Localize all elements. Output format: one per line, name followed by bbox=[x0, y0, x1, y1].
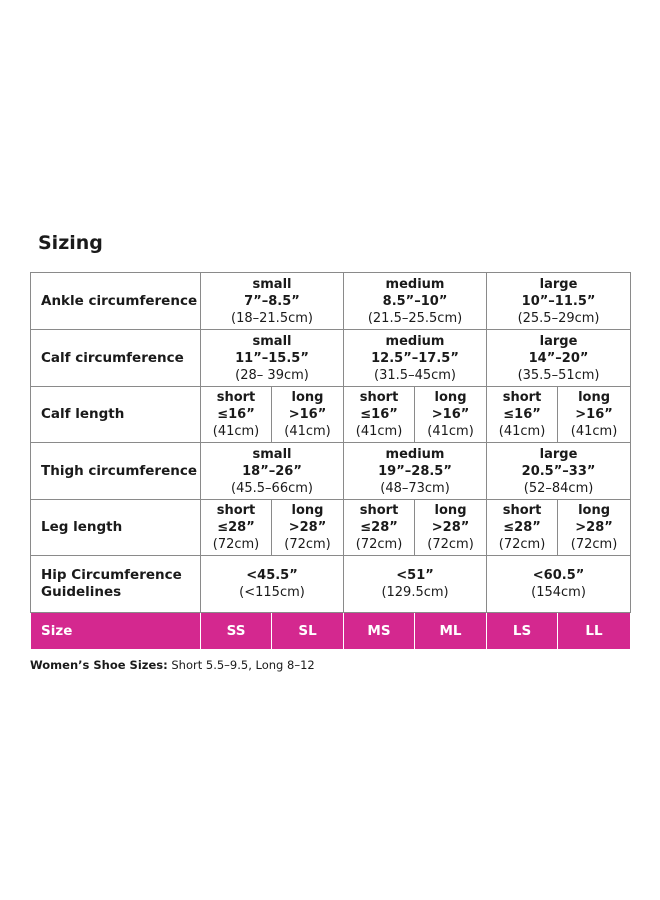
length-type: long bbox=[291, 390, 324, 405]
cm-value: (129.5cm) bbox=[381, 585, 449, 600]
cell-long bbox=[272, 387, 344, 443]
cell-long bbox=[558, 387, 631, 443]
cm-value: (72cm) bbox=[570, 537, 618, 552]
cell-large bbox=[487, 273, 631, 330]
cell-large bbox=[487, 443, 631, 500]
inches-value: ≤28” bbox=[217, 520, 255, 535]
cell-short bbox=[344, 500, 415, 556]
cell-short bbox=[344, 387, 415, 443]
inches-value: 11”–15.5” bbox=[235, 350, 309, 366]
size-label: medium bbox=[385, 446, 445, 462]
row-label-line: Hip Circumference bbox=[41, 567, 182, 583]
row-leg-length bbox=[31, 500, 631, 556]
cm-value: (41cm) bbox=[570, 424, 618, 439]
size-code: MS bbox=[344, 613, 415, 650]
inches-value: ≤28” bbox=[503, 520, 541, 535]
inches-value: ≤16” bbox=[503, 407, 541, 422]
inches-value: 20.5”–33” bbox=[521, 463, 596, 479]
length-type: short bbox=[359, 503, 399, 518]
inches-value: <51” bbox=[396, 568, 434, 583]
cell-long bbox=[272, 500, 344, 556]
cm-value: (35.5–51cm) bbox=[517, 367, 600, 383]
inches-value: ≤28” bbox=[360, 520, 398, 535]
length-type: short bbox=[502, 390, 542, 405]
inches-value: >16” bbox=[431, 407, 470, 422]
size-label: large bbox=[539, 333, 578, 349]
length-type: long bbox=[578, 503, 611, 518]
row-label: Leg length bbox=[31, 500, 201, 556]
cell-short bbox=[487, 500, 558, 556]
cm-value: (41cm) bbox=[212, 424, 260, 439]
cm-value: (45.5–66cm) bbox=[231, 480, 313, 496]
inches-value: ≤16” bbox=[360, 407, 398, 422]
cm-value: (72cm) bbox=[212, 537, 260, 552]
length-type: short bbox=[216, 503, 256, 518]
inches-value: >16” bbox=[575, 407, 613, 422]
sizing-table bbox=[30, 272, 631, 650]
row-thigh-circumference bbox=[31, 443, 631, 500]
length-type: long bbox=[434, 503, 467, 518]
inches-value: 7”–8.5” bbox=[244, 293, 300, 309]
size-label: large bbox=[539, 446, 578, 462]
row-label bbox=[31, 556, 201, 613]
row-calf-circumference bbox=[31, 330, 631, 387]
cell-small bbox=[201, 443, 344, 500]
cm-value: (21.5–25.5cm) bbox=[367, 310, 463, 326]
size-label: small bbox=[252, 276, 292, 292]
cell-short bbox=[487, 387, 558, 443]
size-code: LL bbox=[558, 613, 631, 650]
row-ankle-circumference bbox=[31, 273, 631, 330]
cm-value: (31.5–45cm) bbox=[374, 367, 456, 383]
cm-value: (41cm) bbox=[284, 424, 331, 439]
cm-value: (41cm) bbox=[355, 424, 403, 439]
inches-value: 19”–28.5” bbox=[378, 463, 452, 479]
row-hip-circumference bbox=[31, 556, 631, 613]
length-type: long bbox=[434, 390, 467, 405]
cell-short bbox=[201, 387, 272, 443]
cm-value: (25.5–29cm) bbox=[517, 310, 600, 326]
cm-value: (28– 39cm) bbox=[235, 367, 309, 383]
length-type: short bbox=[502, 503, 542, 518]
row-size bbox=[31, 613, 631, 650]
cm-value: (41cm) bbox=[427, 424, 474, 439]
size-label: medium bbox=[385, 276, 445, 292]
length-type: long bbox=[578, 390, 611, 405]
size-code: SS bbox=[201, 613, 272, 650]
inches-value: >28” bbox=[575, 520, 613, 535]
cell-long bbox=[415, 500, 487, 556]
inches-value: <45.5” bbox=[246, 568, 298, 583]
inches-value: >16” bbox=[288, 407, 327, 422]
cell-medium bbox=[344, 330, 487, 387]
footnote-text: Short 5.5–9.5, Long 8–12 bbox=[167, 658, 315, 672]
cm-value: (154cm) bbox=[531, 585, 586, 600]
size-label: large bbox=[539, 276, 578, 292]
inches-value: 18”–26” bbox=[242, 463, 302, 479]
cm-value: (<115cm) bbox=[239, 585, 305, 600]
inches-value: 14”–20” bbox=[528, 350, 589, 366]
inches-value: ≤16” bbox=[217, 407, 255, 422]
cell-small bbox=[201, 330, 344, 387]
row-label: Size bbox=[31, 613, 201, 650]
row-calf-length bbox=[31, 387, 631, 443]
cm-value: (18–21.5cm) bbox=[231, 310, 313, 326]
row-label: Calf length bbox=[31, 387, 201, 443]
footnote-label: Women’s Shoe Sizes: bbox=[30, 658, 168, 672]
inches-value: 12.5”–17.5” bbox=[371, 350, 459, 366]
cm-value: (48–73cm) bbox=[380, 480, 450, 496]
size-label: medium bbox=[385, 333, 445, 349]
inches-value: <60.5” bbox=[532, 568, 585, 583]
cell-medium bbox=[344, 273, 487, 330]
cell-large bbox=[487, 330, 631, 387]
cell-long bbox=[558, 500, 631, 556]
cell-large bbox=[487, 556, 631, 613]
shoe-size-footnote bbox=[30, 658, 315, 672]
size-code: SL bbox=[272, 613, 344, 650]
row-label: Calf circumference bbox=[31, 330, 201, 387]
inches-value: 10”–11.5” bbox=[521, 293, 596, 309]
cm-value: (72cm) bbox=[284, 537, 331, 552]
cell-medium bbox=[344, 556, 487, 613]
cm-value: (52–84cm) bbox=[523, 480, 594, 496]
size-label: small bbox=[252, 446, 292, 462]
cell-medium bbox=[344, 443, 487, 500]
size-label: small bbox=[252, 333, 292, 349]
cm-value: (72cm) bbox=[355, 537, 403, 552]
row-label-line: Guidelines bbox=[41, 584, 122, 600]
length-type: short bbox=[359, 390, 399, 405]
size-code: ML bbox=[415, 613, 487, 650]
cm-value: (72cm) bbox=[498, 537, 546, 552]
cell-long bbox=[415, 387, 487, 443]
length-type: long bbox=[291, 503, 324, 518]
inches-value: >28” bbox=[431, 520, 470, 535]
size-code: LS bbox=[487, 613, 558, 650]
inches-value: 8.5”–10” bbox=[382, 293, 448, 309]
length-type: short bbox=[216, 390, 256, 405]
cell-short bbox=[201, 500, 272, 556]
inches-value: >28” bbox=[288, 520, 327, 535]
cell-small bbox=[201, 556, 344, 613]
cm-value: (41cm) bbox=[498, 424, 546, 439]
cell-small bbox=[201, 273, 344, 330]
row-label: Ankle circumference bbox=[31, 273, 201, 330]
page-title: Sizing bbox=[38, 232, 103, 254]
cm-value: (72cm) bbox=[427, 537, 474, 552]
row-label: Thigh circumference bbox=[31, 443, 201, 500]
